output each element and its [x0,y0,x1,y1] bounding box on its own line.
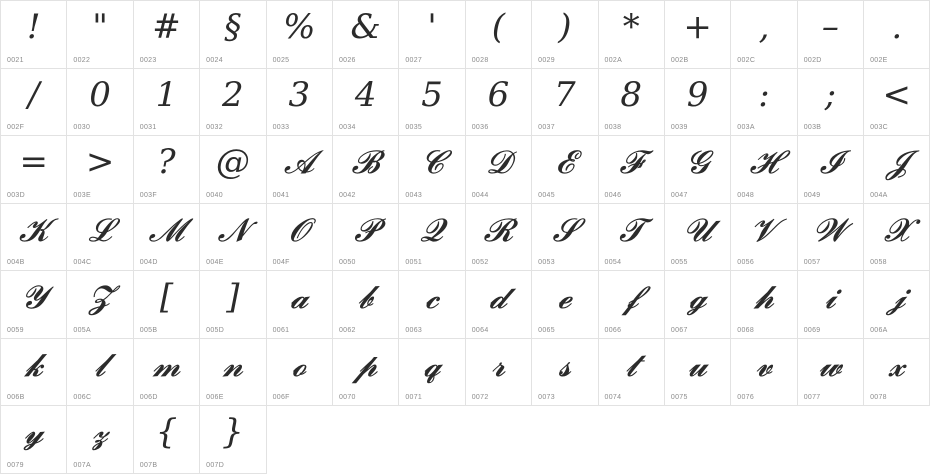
glyph-cell[interactable] [532,69,598,137]
glyph-codepoint: 003F [139,191,157,199]
glyph-codepoint: 0062 [338,326,356,334]
glyph-character: 𝓹 [353,345,378,384]
glyph-cell[interactable] [532,136,598,204]
glyph-cell[interactable] [599,136,665,204]
glyph-cell[interactable] [333,136,399,204]
glyph-cell[interactable] [599,339,665,407]
glyph-cell[interactable] [67,271,133,339]
glyph-cell[interactable] [798,136,864,204]
glyph-cell[interactable] [466,69,532,137]
glyph-cell[interactable] [67,69,133,137]
glyph-codepoint: 0066 [604,326,622,334]
glyph-cell[interactable] [731,339,797,407]
glyph-cell-empty [864,406,930,474]
glyph-cell[interactable] [200,69,266,137]
glyph-cell-empty [599,406,665,474]
glyph-codepoint: 005D [206,326,225,334]
glyph-character: 𝓔 [555,143,574,181]
glyph-codepoint: 0050 [338,259,356,266]
glyph-cell[interactable] [200,271,266,339]
glyph-character: < [882,74,912,115]
glyph-character: 𝓟 [354,210,378,249]
glyph-character: # [152,7,181,47]
glyph-cell[interactable] [466,136,532,204]
glyph-cell[interactable] [731,69,797,137]
glyph-cell[interactable] [864,69,930,137]
glyph-codepoint: 0047 [670,191,688,199]
glyph-codepoint: 0055 [670,259,688,266]
glyph-cell-empty [267,406,333,474]
glyph-cell[interactable] [466,1,532,69]
glyph-cell[interactable] [731,204,797,272]
glyph-codepoint: 002D [803,56,822,64]
glyph-codepoint: 002E [870,56,888,64]
glyph-character: 1 [155,74,178,115]
glyph-cell-empty [532,406,598,474]
glyph-codepoint: 0048 [737,191,755,199]
glyph-codepoint: 0079 [7,461,24,469]
glyph-codepoint: 0074 [604,394,622,401]
glyph-codepoint: 0037 [538,124,555,131]
glyph-cell[interactable] [731,1,797,69]
glyph-codepoint: 0035 [405,124,423,131]
glyph-character: § [224,7,242,47]
glyph-codepoint: 006A [870,326,888,334]
glyph-character: * [622,7,640,47]
glyph-codepoint: 0073 [538,394,555,401]
glyph-codepoint: 004C [73,259,92,266]
glyph-cell[interactable] [599,69,665,137]
glyph-character: 𝔃 [91,413,109,451]
glyph-character: ) [558,7,572,47]
glyph-cell[interactable] [466,271,532,339]
glyph-cell[interactable] [67,1,133,69]
glyph-codepoint: 0032 [206,124,223,131]
glyph-codepoint: 0075 [670,394,688,401]
glyph-character: 𝓾 [687,345,708,384]
glyph-cell[interactable] [267,1,333,69]
glyph-cell[interactable] [399,204,465,272]
glyph-codepoint: 0034 [338,124,356,131]
glyph-character: 𝓓 [486,143,511,181]
glyph-character: = [19,142,48,182]
glyph-cell[interactable] [267,69,333,137]
glyph-codepoint: 003D [7,191,25,199]
glyph-codepoint: 004E [206,259,224,266]
glyph-character: 𝓷 [222,345,244,384]
glyph-codepoint: 006E [206,394,224,401]
glyph-codepoint: 007B [139,461,158,469]
glyph-character: 0 [89,74,111,115]
glyph-codepoint: 0023 [139,56,157,64]
glyph-cell[interactable] [864,204,930,272]
glyph-codepoint: 0043 [405,191,423,199]
glyph-cell[interactable] [1,1,67,69]
glyph-character: 𝔀 [818,345,843,384]
glyph-character: 𝓫 [357,278,374,316]
glyph-codepoint: 0077 [803,394,821,401]
glyph-character: 7 [554,74,576,115]
glyph-cell[interactable] [532,204,598,272]
glyph-codepoint: 003C [870,124,889,131]
glyph-cell[interactable] [267,136,333,204]
glyph-character: + [683,7,712,47]
glyph-codepoint: 0072 [471,394,489,401]
glyph-codepoint: 004F [272,259,290,266]
glyph-codepoint: 005A [73,326,91,334]
glyph-character: & [350,7,381,47]
glyph-character: 𝓵 [93,345,107,384]
glyph-codepoint: 0063 [405,326,423,334]
glyph-cell[interactable] [599,204,665,272]
glyph-character: 𝓘 [819,143,842,181]
glyph-cell[interactable] [864,136,930,204]
glyph-cell[interactable] [67,339,133,407]
glyph-codepoint: 002F [7,124,25,131]
glyph-cell[interactable] [333,69,399,137]
glyph-character: 𝓯 [623,278,640,316]
glyph-cell[interactable] [665,271,731,339]
glyph-character: 𝓑 [351,143,380,181]
glyph-character: 𝓮 [557,278,572,316]
glyph-codepoint: 0039 [670,124,688,131]
glyph-character: ( [491,7,506,47]
glyph-cell[interactable] [134,69,200,137]
glyph-codepoint: 003E [73,191,91,199]
glyph-codepoint: 0036 [471,124,489,131]
glyph-cell[interactable] [1,406,67,474]
glyph-character: 2 [222,74,244,115]
glyph-character: 6 [487,74,510,115]
glyph-cell[interactable] [134,339,200,407]
glyph-character: ? [157,142,176,182]
glyph-codepoint: 0071 [405,394,423,401]
glyph-cell[interactable] [532,339,598,407]
glyph-codepoint: 0046 [604,191,622,199]
glyph-character: ; [824,74,837,115]
glyph-cell[interactable] [200,339,266,407]
glyph-codepoint: 004A [870,191,888,199]
glyph-character: 𝓦 [813,210,848,249]
glyph-character: 𝓬 [424,278,440,316]
glyph-codepoint: 0031 [139,124,157,131]
glyph-codepoint: 0045 [538,191,555,199]
glyph-cell-empty [665,406,731,474]
glyph-character: : [758,74,770,115]
glyph-codepoint: 002C [737,56,756,64]
glyph-character: – [821,7,839,47]
glyph-character: 𝓩 [88,278,112,316]
glyph-codepoint: 0064 [471,326,489,334]
glyph-codepoint: 0021 [7,56,24,64]
glyph-character: 𝓣 [618,210,644,249]
glyph-codepoint: 0042 [338,191,356,199]
glyph-cell[interactable] [864,271,930,339]
glyph-cell-empty [731,406,797,474]
glyph-codepoint: 006D [139,394,158,401]
glyph-character: 𝓴 [24,345,44,384]
glyph-character: 5 [421,74,443,115]
glyph-character: , [758,7,770,47]
glyph-character: 𝓸 [291,345,307,384]
glyph-character: " [92,7,108,47]
glyph-cell[interactable] [599,1,665,69]
glyph-character: @ [215,142,250,182]
glyph-character: 𝓽 [625,345,638,384]
glyph-codepoint: 0030 [73,124,91,131]
glyph-cell[interactable] [665,136,731,204]
glyph-cell-empty [333,406,399,474]
glyph-character: 𝓻 [491,345,506,384]
glyph-cell[interactable] [798,69,864,137]
glyph-codepoint: 006C [73,394,92,401]
glyph-character: 𝓝 [217,210,249,249]
glyph-cell[interactable] [333,339,399,407]
glyph-cell[interactable] [532,271,598,339]
glyph-cell[interactable] [1,271,67,339]
glyph-cell[interactable] [200,406,266,474]
glyph-cell[interactable] [67,136,133,204]
glyph-codepoint: 0038 [604,124,622,131]
glyph-character: 𝔁 [888,345,906,384]
glyph-cell[interactable] [333,1,399,69]
glyph-character: 𝓪 [289,278,309,316]
glyph-codepoint: 0033 [272,124,290,131]
glyph-character: 𝓠 [420,210,444,249]
glyph-cell[interactable] [1,204,67,272]
glyph-codepoint: 0061 [272,326,290,334]
glyph-codepoint: 004B [7,259,25,266]
glyph-codepoint: 0052 [471,259,489,266]
glyph-codepoint: 0044 [471,191,489,199]
glyph-cell[interactable] [267,204,333,272]
glyph-cell[interactable] [798,204,864,272]
glyph-codepoint: 005B [139,326,158,334]
glyph-character: 𝓧 [883,210,910,249]
glyph-codepoint: 0022 [73,56,91,64]
glyph-cell[interactable] [798,339,864,407]
glyph-codepoint: 0049 [803,191,821,199]
glyph-codepoint: 0069 [803,326,821,334]
glyph-codepoint: 0025 [272,56,290,64]
glyph-codepoint: 002A [604,56,623,64]
glyph-cell[interactable] [399,1,465,69]
glyph-codepoint: 0028 [471,56,489,64]
glyph-cell[interactable] [731,271,797,339]
glyph-codepoint: 0024 [206,56,223,64]
glyph-character: 𝓨 [21,278,47,316]
glyph-character: 𝓗 [749,143,779,181]
glyph-codepoint: 003B [803,124,822,131]
glyph-cell[interactable] [1,339,67,407]
glyph-character: 𝓛 [88,210,112,249]
glyph-codepoint: 0056 [737,259,755,266]
glyph-codepoint: 0041 [272,191,290,199]
glyph-cell-empty [798,406,864,474]
glyph-cell[interactable] [599,271,665,339]
glyph-cell[interactable] [466,204,532,272]
glyph-character: 𝓙 [885,143,908,181]
glyph-cell[interactable] [67,406,133,474]
glyph-codepoint: 0065 [538,326,555,334]
glyph-character: 8 [620,74,643,115]
glyph-character: 𝓒 [420,143,444,181]
glyph-codepoint: 0054 [604,259,622,266]
glyph-cell[interactable] [399,339,465,407]
glyph-cell[interactable] [731,136,797,204]
glyph-cell[interactable] [134,204,200,272]
glyph-codepoint: 0027 [405,56,423,64]
glyph-codepoint: 0068 [737,326,755,334]
glyph-cell[interactable] [134,271,200,339]
glyph-codepoint: 003A [737,124,755,131]
glyph-codepoint: 0076 [737,394,755,401]
glyph-cell[interactable] [200,204,266,272]
glyph-cell-empty [466,406,532,474]
glyph-cell[interactable] [864,339,930,407]
glyph-character: 𝓥 [750,210,778,249]
glyph-cell[interactable] [1,136,67,204]
glyph-cell[interactable] [67,204,133,272]
glyph-character: 𝓱 [753,278,775,316]
glyph-cell[interactable] [200,1,266,69]
glyph-cell[interactable] [466,339,532,407]
glyph-character: 𝓰 [688,278,707,316]
glyph-character: 𝓡 [483,210,514,249]
glyph-character: 𝓤 [683,210,712,249]
glyph-character: } [222,412,244,452]
glyph-character: 𝓭 [489,278,508,316]
glyph-cell[interactable] [399,271,465,339]
glyph-codepoint: 0053 [538,259,555,266]
glyph-codepoint: 0057 [803,259,821,266]
glyph-character: 𝓕 [619,143,644,181]
glyph-cell[interactable] [665,1,731,69]
glyph-character: . [891,7,903,47]
glyph-codepoint: 006B [7,394,25,401]
glyph-character: 𝓼 [558,345,572,384]
glyph-character: [ [159,277,174,317]
glyph-cell[interactable] [200,136,266,204]
glyph-character: 𝓖 [686,143,709,181]
glyph-codepoint: 007D [206,461,225,469]
glyph-codepoint: 0067 [670,326,688,334]
glyph-character: 𝓢 [552,210,578,249]
glyph-codepoint: 0059 [7,326,24,334]
glyph-codepoint: 0029 [538,56,555,64]
glyph-codepoint: 004D [139,259,158,266]
glyph-cell-empty [399,406,465,474]
glyph-character: 4 [354,74,377,115]
glyph-cell[interactable] [267,339,333,407]
glyph-character: 𝓞 [289,210,310,249]
glyph-cell[interactable] [333,271,399,339]
glyph-cell[interactable] [134,1,200,69]
glyph-cell[interactable] [134,136,200,204]
glyph-character: 3 [288,74,311,115]
glyph-character: 𝓜 [148,210,185,249]
glyph-codepoint: 0070 [338,394,356,401]
glyph-character: 𝓺 [423,345,441,384]
glyph-character: 9 [686,74,709,115]
glyph-character: ] [226,277,240,317]
glyph-cell[interactable] [665,204,731,272]
glyph-character: ! [26,7,41,47]
glyph-codepoint: 0078 [870,394,887,401]
glyph-character: 𝓶 [152,345,181,384]
glyph-character: 𝔂 [23,413,44,451]
glyph-codepoint: 0040 [206,191,223,199]
glyph-character: > [85,142,115,182]
glyph-character: / [27,74,40,115]
glyph-character: ' [427,7,437,47]
glyph-codepoint: 006F [272,394,290,401]
glyph-codepoint: 007A [73,461,91,469]
glyph-cell[interactable] [665,69,731,137]
glyph-cell[interactable] [665,339,731,407]
glyph-cell[interactable] [399,69,465,137]
glyph-cell[interactable] [333,204,399,272]
glyph-character: 𝓿 [755,345,773,384]
glyph-codepoint: 0051 [405,259,423,266]
glyph-character: { [155,412,178,452]
glyph-cell[interactable] [798,1,864,69]
glyph-cell[interactable] [399,136,465,204]
glyph-cell[interactable] [798,271,864,339]
glyph-cell[interactable] [267,271,333,339]
glyph-character: 𝓳 [887,278,907,316]
glyph-character: % [283,7,316,47]
glyph-codepoint: 0058 [870,259,887,266]
glyph-cell[interactable] [1,69,67,137]
glyph-character: 𝓲 [824,278,837,316]
glyph-cell[interactable] [864,1,930,69]
glyph-codepoint: 002B [670,56,689,64]
glyph-codepoint: 0026 [338,56,356,64]
glyph-cell[interactable] [134,406,200,474]
glyph-character: 𝓚 [18,210,49,249]
glyph-cell[interactable] [532,1,598,69]
glyph-character: 𝓐 [283,143,315,181]
